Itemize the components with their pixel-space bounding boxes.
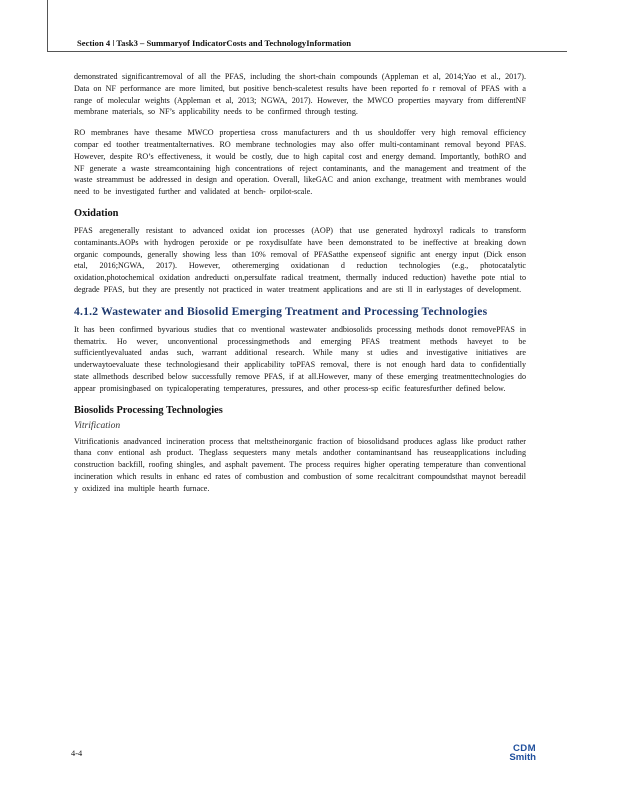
paragraph: demonstrated significantremoval of all the PFAS, including the short-chain compounds (Appleman et al, 2014;Yao et al., 2017). Data on NF performance are more limited, but positive bench-scaletest results have been reported fo r removal of PFAS with a range of molecular weights (Appleman et al, 2013; NGWA, 2017). However, the MWCO properties mayvary from differentNF membrane materials, so NF’s applicability needs to be confirmed through testing. (74, 72, 526, 117)
body-content (74, 71, 526, 504)
paragraph: PFAS aregenerally resistant to advanced oxidat ion processes (AOP) that use generated hydroxyl radicals to transform contaminants.AOPs with hydrogen peroxide or pe roxydisulfate have been demonstrated to be ineffective at breaking down organic compounds, generally showing less than 10% removal of PFASatthe expenseof signific ant energy input (Dick enson etal, 2016;NGWA, 2017). However, otheremerging oxidationan d reduction technologies (e.g., photocatalytic oxidation,photochemical oxidation andreducti on,persulfate radical treatment, thermally induced reduction) havethe pote ntial to degrade PFAS, but they are presently not practiced in water treatment applications and are sti ll in earlystages of development. (74, 225, 526, 294)
running-header: Section 4 ǀ Task3 – Summaryof IndicatorCosts and TechnologyInformation (77, 38, 352, 48)
logo-line-1: CDM (512, 743, 536, 754)
logo-line-2: Smith (509, 752, 536, 763)
cdm-smith-logo (498, 744, 536, 762)
paragraph: It has been confirmed byvarious studies that co nventional wastewater andbiosolids processing methods donot removePFAS in thematrix. Ho wever, unconventional processingmethods and emerging PFAS treatment methods haveyet to be sufficientlyevaluated andas such, warrant additional research. While many st udies and investigative initiatives are underwaytoevaluate these technologiesand their applicability toPFAS removal, there is not enough hard data to confidentially state allmethods described below successfully remove PFAS, if at all.However, many of these emerging treatmenttechnologies do appear promisingbased on typicaloperating temperatures, pressures, and other process-sp ecific featuresfurther defined below. (74, 324, 526, 393)
section-heading: 4.1.2 Wastewater and Biosolid Emerging Treatment and Processing Technologies (74, 304, 488, 318)
header-rule-horizontal (47, 51, 567, 52)
paragraph: RO membranes have thesame MWCO propertiesa cross manufacturers and th us shouldoffer very high removal efficiency compar ed toother treatmentalternatives. RO membrane technologies may also offer multi-contaminant removal beyond PFAS. However, despite RO’s effectiveness, it would be costly, due to high capital cost and energy demand. Importantly, bothRO and NF generate a waste streamcontaining high concentrations of reject contaminants, and the management and treatment of the waste streammust be addressed in design and operation. Overall, likeGAC and anion exchange, treatment with membranes would need to be investigated further and validated at bench- orpilot-scale. (74, 128, 526, 197)
oxidation-heading: Oxidation (74, 207, 119, 219)
header-rule-vertical (47, 0, 48, 52)
page-number: 4-4 (71, 749, 83, 758)
paragraph: Vitrificationis anadvanced incineration process that meltstheinorganic fraction of biosolidsand produces aglass like product rather thana conv entional ash product. Theglass sequesters many metals andother contaminantsand has reuseapplications including construction backfill, roofing shingles, and asphalt pavement. The process requires higher operating temperature than conventional incineration which results in enhanc ed rates of combustion and combustion of some recalcitrant compoundsthat maynot bereadil y oxidized ina multiple hearth furnace. (74, 436, 526, 493)
vitrification-subheading: Vitrification (74, 419, 121, 431)
biosolids-heading: Biosolids Processing Technologies (74, 404, 223, 416)
